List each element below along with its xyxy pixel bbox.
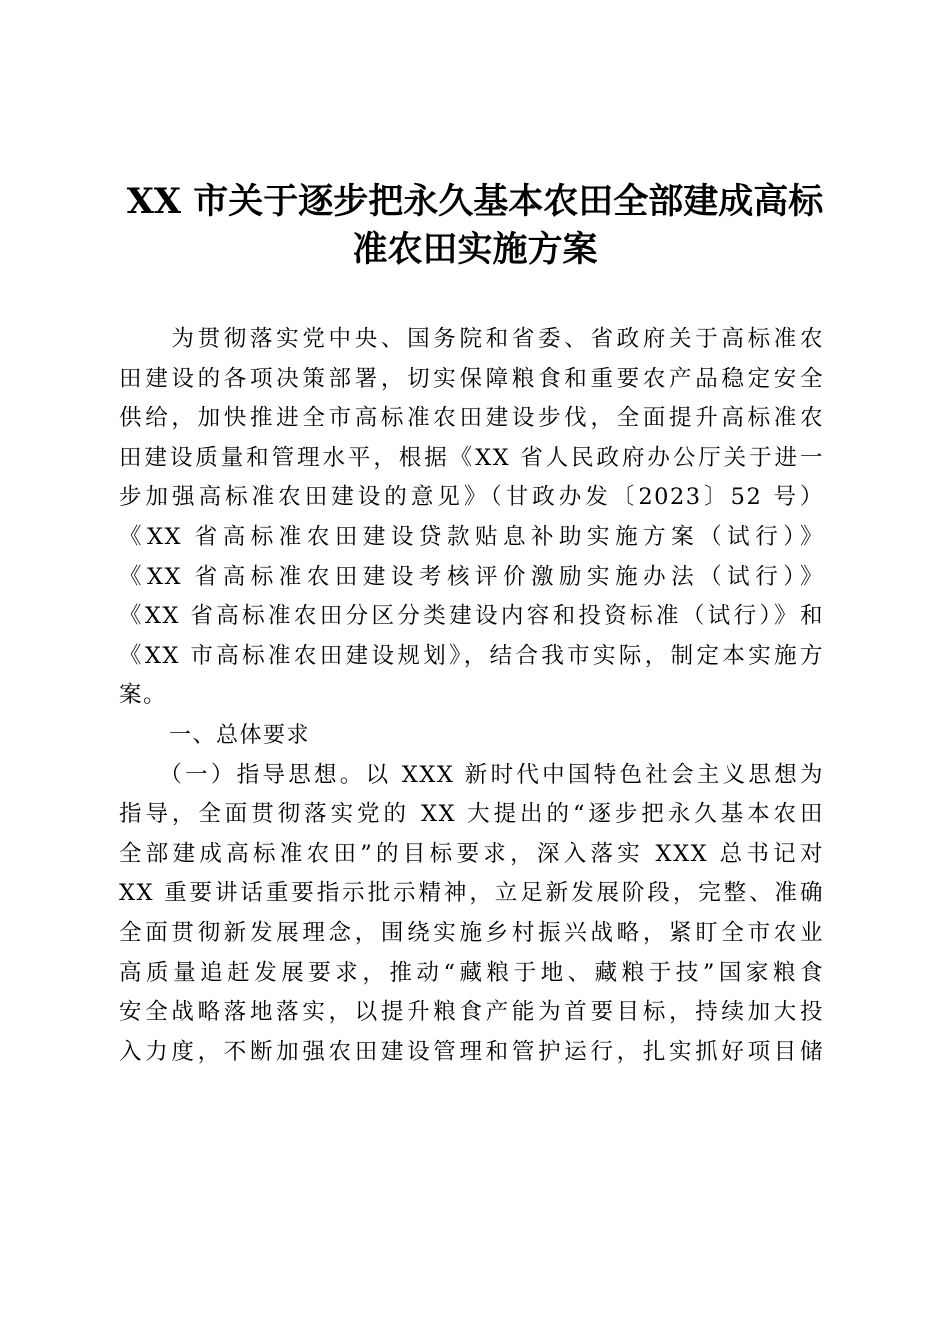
text-line: 全面贯彻新发展理念，围绕实施乡村振兴战略，紧盯全市农业 bbox=[119, 919, 824, 946]
document-body bbox=[119, 320, 824, 1072]
guiding-ideology-paragraph bbox=[119, 756, 824, 1073]
document-title bbox=[100, 178, 850, 274]
text-line: 田建设质量和管理水平，根据《XX 省人民政府办公厅关于进一 bbox=[119, 444, 824, 471]
text-line: 安全战略落地落实，以提升粮食产能为首要目标，持续加大投 bbox=[119, 999, 824, 1026]
text-line: 田建设的各项决策部署，切实保障粮食和重要农产品稳定安全 bbox=[119, 365, 824, 392]
text-line: 《XX 市高标准农田建设规划》，结合我市实际，制定本实施方 bbox=[119, 642, 824, 669]
text-line: 案。 bbox=[119, 682, 168, 709]
section-heading: 一、总体要求 bbox=[169, 722, 311, 748]
text-line: 为贯彻落实党中央、国务院和省委、省政府关于高标准农 bbox=[119, 326, 824, 352]
text-line: 《XX 省高标准农田建设贷款贴息补助实施方案（试行）》 bbox=[119, 523, 824, 550]
title-line: 准农田实施方案 bbox=[352, 229, 598, 270]
text-line: 指导，全面贯彻落实党的 XX 大提出的“逐步把永久基本农田 bbox=[119, 801, 824, 828]
text-line: 全部建成高标准农田”的目标要求，深入落实 XXX 总书记对 bbox=[119, 840, 824, 867]
text-line: 《XX 省高标准农田分区分类建设内容和投资标准（试行）》和 bbox=[119, 603, 824, 630]
text-line: 步加强高标准农田建设的意见》（甘政办发〔2023〕52 号） bbox=[119, 484, 824, 511]
text-line: （一）指导思想。以 XXX 新时代中国特色社会主义思想为 bbox=[119, 761, 824, 788]
text-line: XX 重要讲话重要指示批示精神，立足新发展阶段，完整、准确 bbox=[119, 880, 824, 907]
text-line: 《XX 省高标准农田建设考核评价激励实施办法（试行）》 bbox=[119, 563, 824, 590]
text-line: 供给，加快推进全市高标准农田建设步伐，全面提升高标准农 bbox=[119, 405, 824, 432]
text-line: 高质量追赶发展要求，推动“藏粮于地、藏粮于技”国家粮食 bbox=[119, 959, 824, 986]
text-line: 入力度，不断加强农田建设管理和管护运行，扎实抓好项目储 bbox=[119, 1038, 824, 1065]
title-line: XX 市关于逐步把永久基本农田全部建成高标 bbox=[126, 181, 824, 222]
intro-paragraph bbox=[119, 320, 824, 716]
